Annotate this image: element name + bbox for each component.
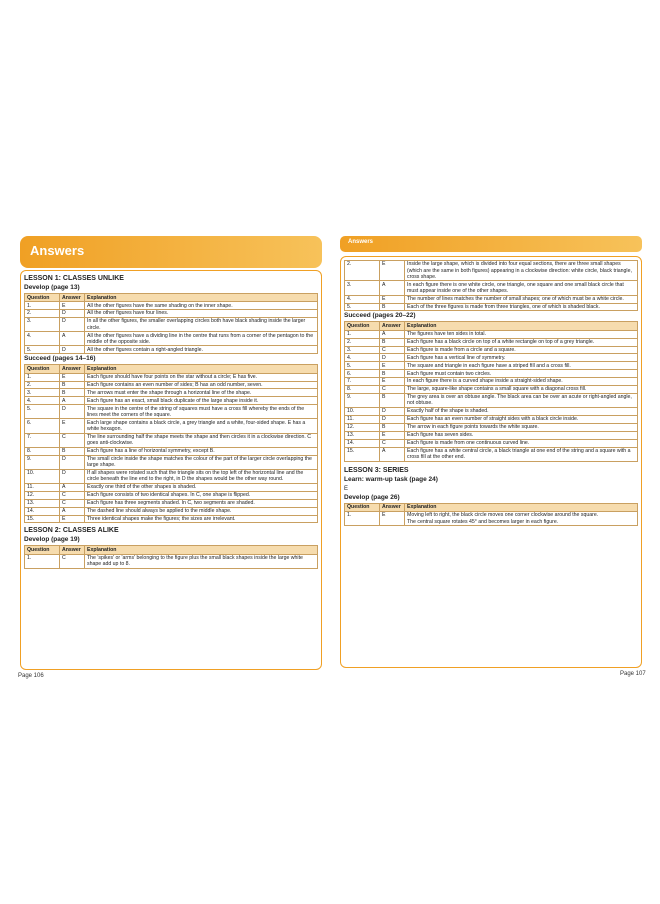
question-cell: 11. <box>25 484 60 492</box>
answer-cell: C <box>60 491 85 499</box>
question-cell: 7. <box>25 433 60 447</box>
answer-cell: B <box>380 370 405 378</box>
question-cell: 3. <box>25 389 60 397</box>
explanation-cell: In each figure there is a curved shape inside a straight-sided shape. <box>405 378 638 386</box>
answer-cell: D <box>380 408 405 416</box>
explanation-cell: The grey area is over an obtuse angle. The black area can be over an acute or right-angled angle, not obtuse. <box>405 393 638 407</box>
answer-cell: C <box>60 433 85 447</box>
table-row <box>345 512 638 526</box>
table-row <box>345 281 638 295</box>
table-header-row <box>345 322 638 330</box>
explanation-cell: Each of the three figures is made from three triangles, one of which is shaded black. <box>405 303 638 311</box>
table-row <box>345 354 638 362</box>
answer-cell: D <box>60 310 85 318</box>
table-row <box>345 295 638 303</box>
table-row <box>345 338 638 346</box>
answer-cell: B <box>380 303 405 311</box>
explanation-line: The central square rotates 45° and becomes larger in each figure. <box>407 518 559 525</box>
lesson-title: LESSON 2: CLASSES ALIKE <box>24 527 119 535</box>
explanation-cell: Each figure contains an even number of sides; B has an odd number, seven. <box>85 381 318 389</box>
column-header: Question <box>25 294 60 302</box>
question-cell: 13. <box>25 499 60 507</box>
explanation-cell: All the other figures have the same shading on the inner shape. <box>85 302 318 310</box>
table-row <box>25 469 318 483</box>
table-row <box>345 303 638 311</box>
explanation-cell: All the other figures contain a right-angled triangle. <box>85 346 318 354</box>
explanation-cell: Each large shape contains a black circle, a grey triangle and a white, four-sided shape. E has a white hexagon. <box>85 419 318 433</box>
answer-cell: D <box>60 455 85 469</box>
table-row <box>25 389 318 397</box>
explanation-cell: The number of lines matches the number of small shapes; one of which must be a white circle. <box>405 295 638 303</box>
table-row <box>345 447 638 461</box>
table-row <box>25 491 318 499</box>
answer-cell: D <box>60 469 85 483</box>
table-row <box>25 373 318 381</box>
explanation-cell: Each figure must contain two circles. <box>405 370 638 378</box>
answers-table <box>344 260 638 311</box>
section-title: Succeed (pages 20–22) <box>344 312 416 320</box>
question-cell: 1. <box>25 373 60 381</box>
column-header: Answer <box>380 503 405 511</box>
table-row <box>25 346 318 354</box>
answer-cell: C <box>380 346 405 354</box>
question-cell: 15. <box>25 515 60 523</box>
answer-cell: A <box>380 330 405 338</box>
banner-title: Answers <box>348 239 374 245</box>
question-cell: 6. <box>345 370 380 378</box>
explanation-cell: Each figure is made from one continuous curved line. <box>405 439 638 447</box>
answers-table <box>24 364 318 523</box>
table-row <box>345 346 638 354</box>
explanation-cell: Inside the large shape, which is divided into four equal sections, there are three small shapes (which are the same in both figures) appearing in a clockwise direction: white circle, black triangle, cross shape. <box>405 261 638 281</box>
page-number: Page 106 <box>18 673 44 679</box>
question-cell: 10. <box>25 469 60 483</box>
answer-cell: E <box>60 515 85 523</box>
explanation-cell: The line surrounding half the shape meets the shape and then circles it in a clockwise direction. C goes anti-clockwise. <box>85 433 318 447</box>
question-cell: 2. <box>25 310 60 318</box>
explanation-cell: If all shapes were rotated such that the triangle sits on the top left of the horizontal line and the circle beneath the line end to the right, in D the shapes would be the other way round. <box>85 469 318 483</box>
table-row <box>25 447 318 455</box>
answer-cell: E <box>380 261 405 281</box>
table-row <box>345 408 638 416</box>
warm-up-answer: E <box>344 485 349 492</box>
explanation-line: Moving left to right, the black circle moves one corner clockwise around the square. <box>407 512 599 519</box>
question-cell: 10. <box>345 408 380 416</box>
explanation-cell: The square in the centre of the string of squares must have a cross fill whereby the ends of the lines meet the corners of the square. <box>85 405 318 419</box>
explanation-cell: In all the other figures, the smaller overlapping circles both have black shading inside the larger circle. <box>85 318 318 332</box>
question-cell: 3. <box>345 346 380 354</box>
column-header: Explanation <box>85 546 318 554</box>
explanation-cell: All the other figures have a dividing line in the centre that runs from a corner of the pentagon to the middle of the opposite side. <box>85 332 318 346</box>
answer-cell: D <box>60 405 85 419</box>
table-row <box>345 385 638 393</box>
section-title: Develop (page 13) <box>24 284 80 291</box>
table-row <box>345 415 638 423</box>
answer-cell: C <box>380 385 405 393</box>
table-row <box>345 431 638 439</box>
table-row <box>345 393 638 407</box>
question-cell: 3. <box>25 318 60 332</box>
answer-cell: B <box>60 389 85 397</box>
question-cell: 2. <box>345 261 380 281</box>
column-header: Question <box>25 546 60 554</box>
answer-cell: A <box>60 332 85 346</box>
table-header-row <box>25 546 318 554</box>
right-page <box>336 232 646 674</box>
answer-cell: D <box>380 415 405 423</box>
table-header-row <box>25 294 318 302</box>
page-number: Page 107 <box>620 671 646 677</box>
explanation-cell <box>405 512 638 526</box>
answer-cell: A <box>380 447 405 461</box>
answer-cell: E <box>380 295 405 303</box>
column-header: Answer <box>60 546 85 554</box>
question-cell: 9. <box>345 393 380 407</box>
answer-cell: B <box>380 338 405 346</box>
table-row <box>25 433 318 447</box>
explanation-cell: Each figure has seven sides. <box>405 431 638 439</box>
explanation-cell: Three identical shapes make the figures; the sizes are irrelevant. <box>85 515 318 523</box>
table-row <box>25 318 318 332</box>
explanation-cell: Each figure has an exact, small black duplicate of the large shape inside it. <box>85 397 318 405</box>
explanation-cell: Each figure has a white central circle, a black triangle at one end of the string and a square with a cross fill at the other end. <box>405 447 638 461</box>
question-cell: 11. <box>345 415 380 423</box>
answer-cell: E <box>380 362 405 370</box>
section-title: Develop (page 26) <box>344 493 400 501</box>
explanation-cell: Each figure has a line of horizontal symmetry, except B. <box>85 447 318 455</box>
answer-cell: C <box>380 439 405 447</box>
table-header-row <box>345 503 638 511</box>
answers-banner <box>340 236 642 252</box>
table-row <box>25 484 318 492</box>
question-cell: 9. <box>25 455 60 469</box>
column-header: Question <box>345 503 380 511</box>
explanation-cell: The large, square-like shape contains a small square with a diagonal cross fill. <box>405 385 638 393</box>
question-cell: 1. <box>345 330 380 338</box>
table-row <box>345 362 638 370</box>
answer-cell: B <box>60 447 85 455</box>
table-row <box>345 439 638 447</box>
explanation-cell: All the other figures have four lines. <box>85 310 318 318</box>
answers-box <box>20 270 322 670</box>
left-page <box>14 232 330 674</box>
banner-title: Answers <box>30 243 85 258</box>
question-cell: 4. <box>25 397 60 405</box>
explanation-cell: Each figure has an even number of straight sides with a black circle inside. <box>405 415 638 423</box>
column-header: Question <box>345 322 380 330</box>
explanation-cell: The arrows must enter the shape through a horizontal line of the shape. <box>85 389 318 397</box>
column-header: Explanation <box>85 365 318 373</box>
question-cell: 5. <box>345 303 380 311</box>
section-title: Develop (page 19) <box>24 536 80 544</box>
table-row <box>345 423 638 431</box>
answers-table <box>344 321 638 461</box>
explanation-cell: The arrow in each figure points towards the white square. <box>405 423 638 431</box>
answer-cell: E <box>380 378 405 386</box>
column-header: Explanation <box>85 294 318 302</box>
table-row <box>25 332 318 346</box>
answer-cell: D <box>60 318 85 332</box>
column-header: Answer <box>60 365 85 373</box>
table-row <box>25 405 318 419</box>
answer-cell: E <box>380 431 405 439</box>
explanation-cell: In each figure there is one white circle, one triangle, one square and one small black circle that must appear inside one of the other shapes. <box>405 281 638 295</box>
table-row <box>25 554 318 568</box>
lesson-title: LESSON 1: CLASSES UNLIKE <box>24 275 124 282</box>
answer-cell: E <box>380 512 405 526</box>
explanation-cell: Each figure consists of two identical shapes. In C, one shape is flipped. <box>85 491 318 499</box>
table-row <box>345 330 638 338</box>
section-title: Learn: warm-up task (page 24) <box>344 475 438 483</box>
table-row <box>25 381 318 389</box>
answers-table <box>24 545 318 568</box>
table-row <box>345 261 638 281</box>
lesson-title: LESSON 3: SERIES <box>344 466 409 474</box>
question-cell: 3. <box>345 281 380 295</box>
question-cell: 1. <box>345 512 380 526</box>
explanation-cell: The square and triangle in each figure have a striped fill and a cross fill. <box>405 362 638 370</box>
answer-cell: D <box>380 354 405 362</box>
column-header: Answer <box>380 322 405 330</box>
answer-cell: C <box>60 554 85 568</box>
table-row <box>25 507 318 515</box>
answer-cell: E <box>60 373 85 381</box>
column-header: Question <box>25 365 60 373</box>
answer-cell: A <box>380 281 405 295</box>
question-cell: 2. <box>345 338 380 346</box>
answer-cell: B <box>60 381 85 389</box>
question-cell: 12. <box>345 423 380 431</box>
table-row <box>345 370 638 378</box>
answer-cell: A <box>60 397 85 405</box>
question-cell: 5. <box>345 362 380 370</box>
answers-banner <box>20 236 322 268</box>
question-cell: 13. <box>345 431 380 439</box>
question-cell: 8. <box>345 385 380 393</box>
question-cell: 4. <box>345 354 380 362</box>
table-row <box>25 499 318 507</box>
table-row <box>25 397 318 405</box>
answer-cell: B <box>380 423 405 431</box>
column-header: Answer <box>60 294 85 302</box>
question-cell: 4. <box>345 295 380 303</box>
explanation-cell: The 'spikes' or 'arms' belonging to the figure plus the small black shapes inside the large white shape add up to 8. <box>85 554 318 568</box>
explanation-cell: Each figure has three segments shaded. In C, two segments are shaded. <box>85 499 318 507</box>
table-row <box>25 310 318 318</box>
question-cell: 4. <box>25 332 60 346</box>
answer-cell: E <box>60 302 85 310</box>
table-row <box>25 515 318 523</box>
answer-cell: D <box>60 346 85 354</box>
explanation-cell: Each figure has a vertical line of symmetry. <box>405 354 638 362</box>
column-header: Explanation <box>405 503 638 511</box>
section-title: Succeed (pages 14–16) <box>24 355 96 363</box>
question-cell: 8. <box>25 447 60 455</box>
explanation-cell: The dashed line should always be applied to the middle shape. <box>85 507 318 515</box>
explanation-cell: Each figure is made from a circle and a square. <box>405 346 638 354</box>
answers-table <box>344 503 638 526</box>
question-cell: 14. <box>345 439 380 447</box>
question-cell: 5. <box>25 405 60 419</box>
question-cell: 14. <box>25 507 60 515</box>
question-cell: 12. <box>25 491 60 499</box>
question-cell: 6. <box>25 419 60 433</box>
table-row <box>345 378 638 386</box>
question-cell: 1. <box>25 302 60 310</box>
answer-cell: E <box>60 419 85 433</box>
table-row <box>25 419 318 433</box>
question-cell: 7. <box>345 378 380 386</box>
column-header: Explanation <box>405 322 638 330</box>
table-row <box>25 302 318 310</box>
explanation-cell: Exactly half of the shape is shaded. <box>405 408 638 416</box>
answers-box <box>340 256 642 668</box>
table-row <box>25 455 318 469</box>
answers-table <box>24 293 318 354</box>
answer-cell: C <box>60 499 85 507</box>
question-cell: 2. <box>25 381 60 389</box>
explanation-cell: The figures have ten sides in total. <box>405 330 638 338</box>
question-cell: 1. <box>25 554 60 568</box>
table-header-row <box>25 365 318 373</box>
explanation-cell: Each figure should have four points on the star without a circle; E has five. <box>85 373 318 381</box>
explanation-cell: Each figure has a black circle on top of a white rectangle on top of a grey triangle. <box>405 338 638 346</box>
question-cell: 15. <box>345 447 380 461</box>
question-cell: 5. <box>25 346 60 354</box>
answer-cell: A <box>60 484 85 492</box>
explanation-cell: Exactly one third of the other shapes is shaded. <box>85 484 318 492</box>
explanation-cell: The small circle inside the shape matches the colour of the part of the larger circle overlapping the large shape. <box>85 455 318 469</box>
answer-cell: B <box>380 393 405 407</box>
answer-cell: A <box>60 507 85 515</box>
